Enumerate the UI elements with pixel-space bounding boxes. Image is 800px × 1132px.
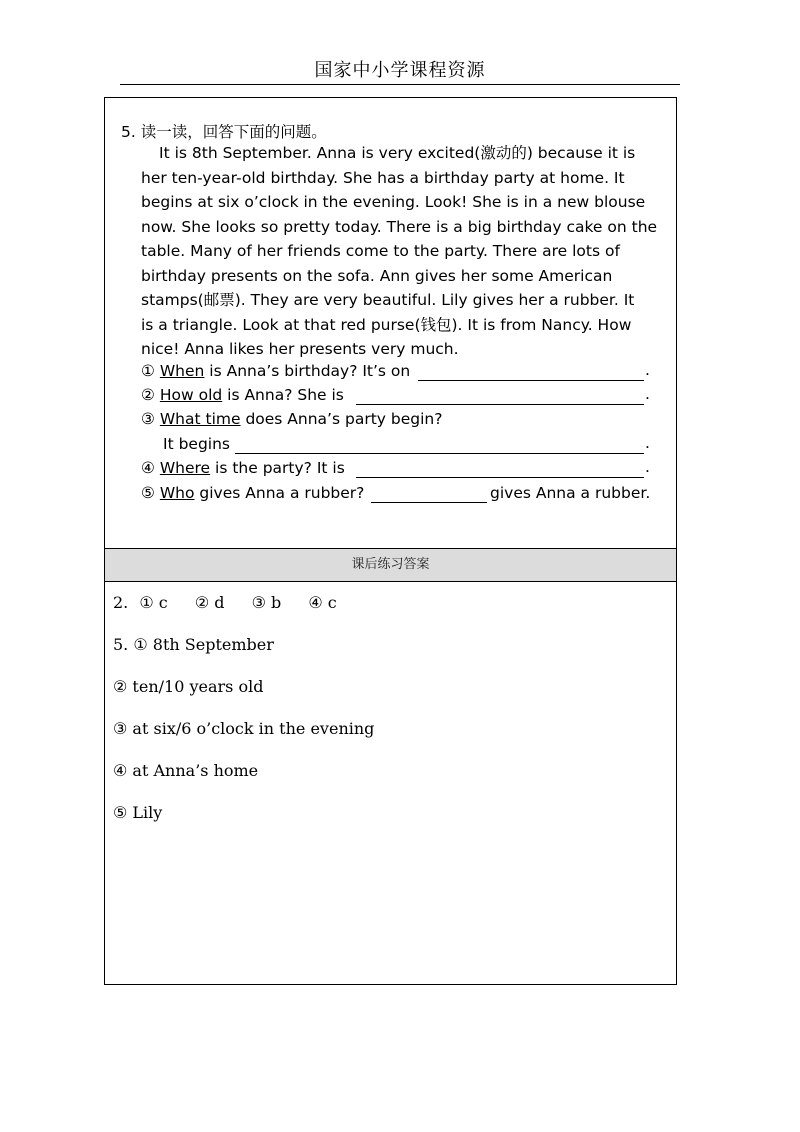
item-number: ⑤ (141, 484, 155, 502)
item-text: is the party? It is (210, 459, 345, 477)
item-text: is Anna’s birthday? It’s on (204, 362, 411, 380)
passage-line: her ten-year-old birthday. She has a birthday party at home. It (141, 168, 625, 187)
passage-line: nice! Anna likes her presents very much. (141, 340, 459, 358)
reading-section (105, 98, 676, 548)
passage-line: begins at six o’clock in the evening. Look! She is in a new blouse (141, 193, 646, 211)
answer-blank-4[interactable] (356, 477, 644, 478)
answer-blank-1[interactable] (418, 380, 644, 381)
passage (141, 141, 658, 362)
header-rule (120, 84, 680, 85)
item-keyword: Where (159, 459, 211, 477)
item-keyword: What time (159, 410, 241, 428)
item-end-period: . (645, 434, 650, 452)
answer-blank-5[interactable] (371, 502, 487, 503)
item-text: is Anna? She is (222, 386, 344, 404)
item-text: does Anna’s party begin? (240, 410, 443, 428)
item-number: ① (141, 362, 155, 380)
answer-q5-line: ③ at six/6 o’clock in the evening (113, 719, 375, 738)
answer-q5-line: 5. ① 8th September (113, 635, 274, 654)
item-end-period: . (645, 458, 650, 476)
question-item-3-continuation: It begins (163, 435, 230, 453)
question-item-4 (141, 457, 345, 479)
question-item-2 (141, 384, 344, 406)
answer-blank-2[interactable] (356, 404, 644, 405)
answer-blank-3[interactable] (235, 453, 644, 454)
answer-q5-line: ② ten/10 years old (113, 677, 264, 696)
item-end-period: . (645, 361, 650, 379)
answer-q2-item: ① c (139, 593, 168, 612)
item-tail-text: gives Anna a rubber. (490, 484, 651, 502)
page-header-title: 国家中小学课程资源 (314, 60, 486, 81)
answer-q2 (113, 593, 337, 612)
answer-q2-prefix: 2. (113, 593, 129, 612)
passage-line: It is 8th September. Anna is very excited(激动的) because it is (159, 144, 636, 162)
passage-line: is a triangle. Look at that red purse(钱包). It is from Nancy. How (141, 315, 632, 334)
passage-line: now. She looks so pretty today. There is a big birthday cake on the (141, 217, 658, 236)
passage-line: birthday presents on the sofa. Ann gives her some American (141, 266, 613, 285)
passage-line: stamps(邮票). They are very beautiful. Lily gives her a rubber. It (141, 291, 635, 309)
question-item-1 (141, 360, 410, 382)
item-number: ③ (141, 410, 155, 428)
answer-q5-line: ④ at Anna’s home (113, 761, 259, 780)
answer-q2-item: ② d (194, 593, 225, 612)
item-number: ② (141, 386, 155, 404)
content-frame (104, 97, 677, 985)
answer-q2-item: ③ b (251, 593, 282, 612)
item-keyword: Who (159, 484, 195, 502)
item-number: ④ (141, 459, 155, 477)
item-keyword: When (159, 362, 205, 380)
item-keyword: How old (159, 386, 223, 404)
question-item-5 (141, 482, 364, 504)
item-text: gives Anna a rubber? (194, 484, 365, 502)
item-end-period: . (645, 385, 650, 403)
question-item-3 (141, 408, 442, 430)
answer-q2-item: ④ c (308, 593, 337, 612)
question-heading: 5. 读一读，回答下面的问题。 (121, 123, 327, 141)
answer-section-bar: 课后练习答案 (105, 548, 676, 582)
answer-q5-line: ⑤ Lily (113, 803, 163, 822)
passage-line: table. Many of her friends come to the party. There are lots of (141, 242, 620, 260)
